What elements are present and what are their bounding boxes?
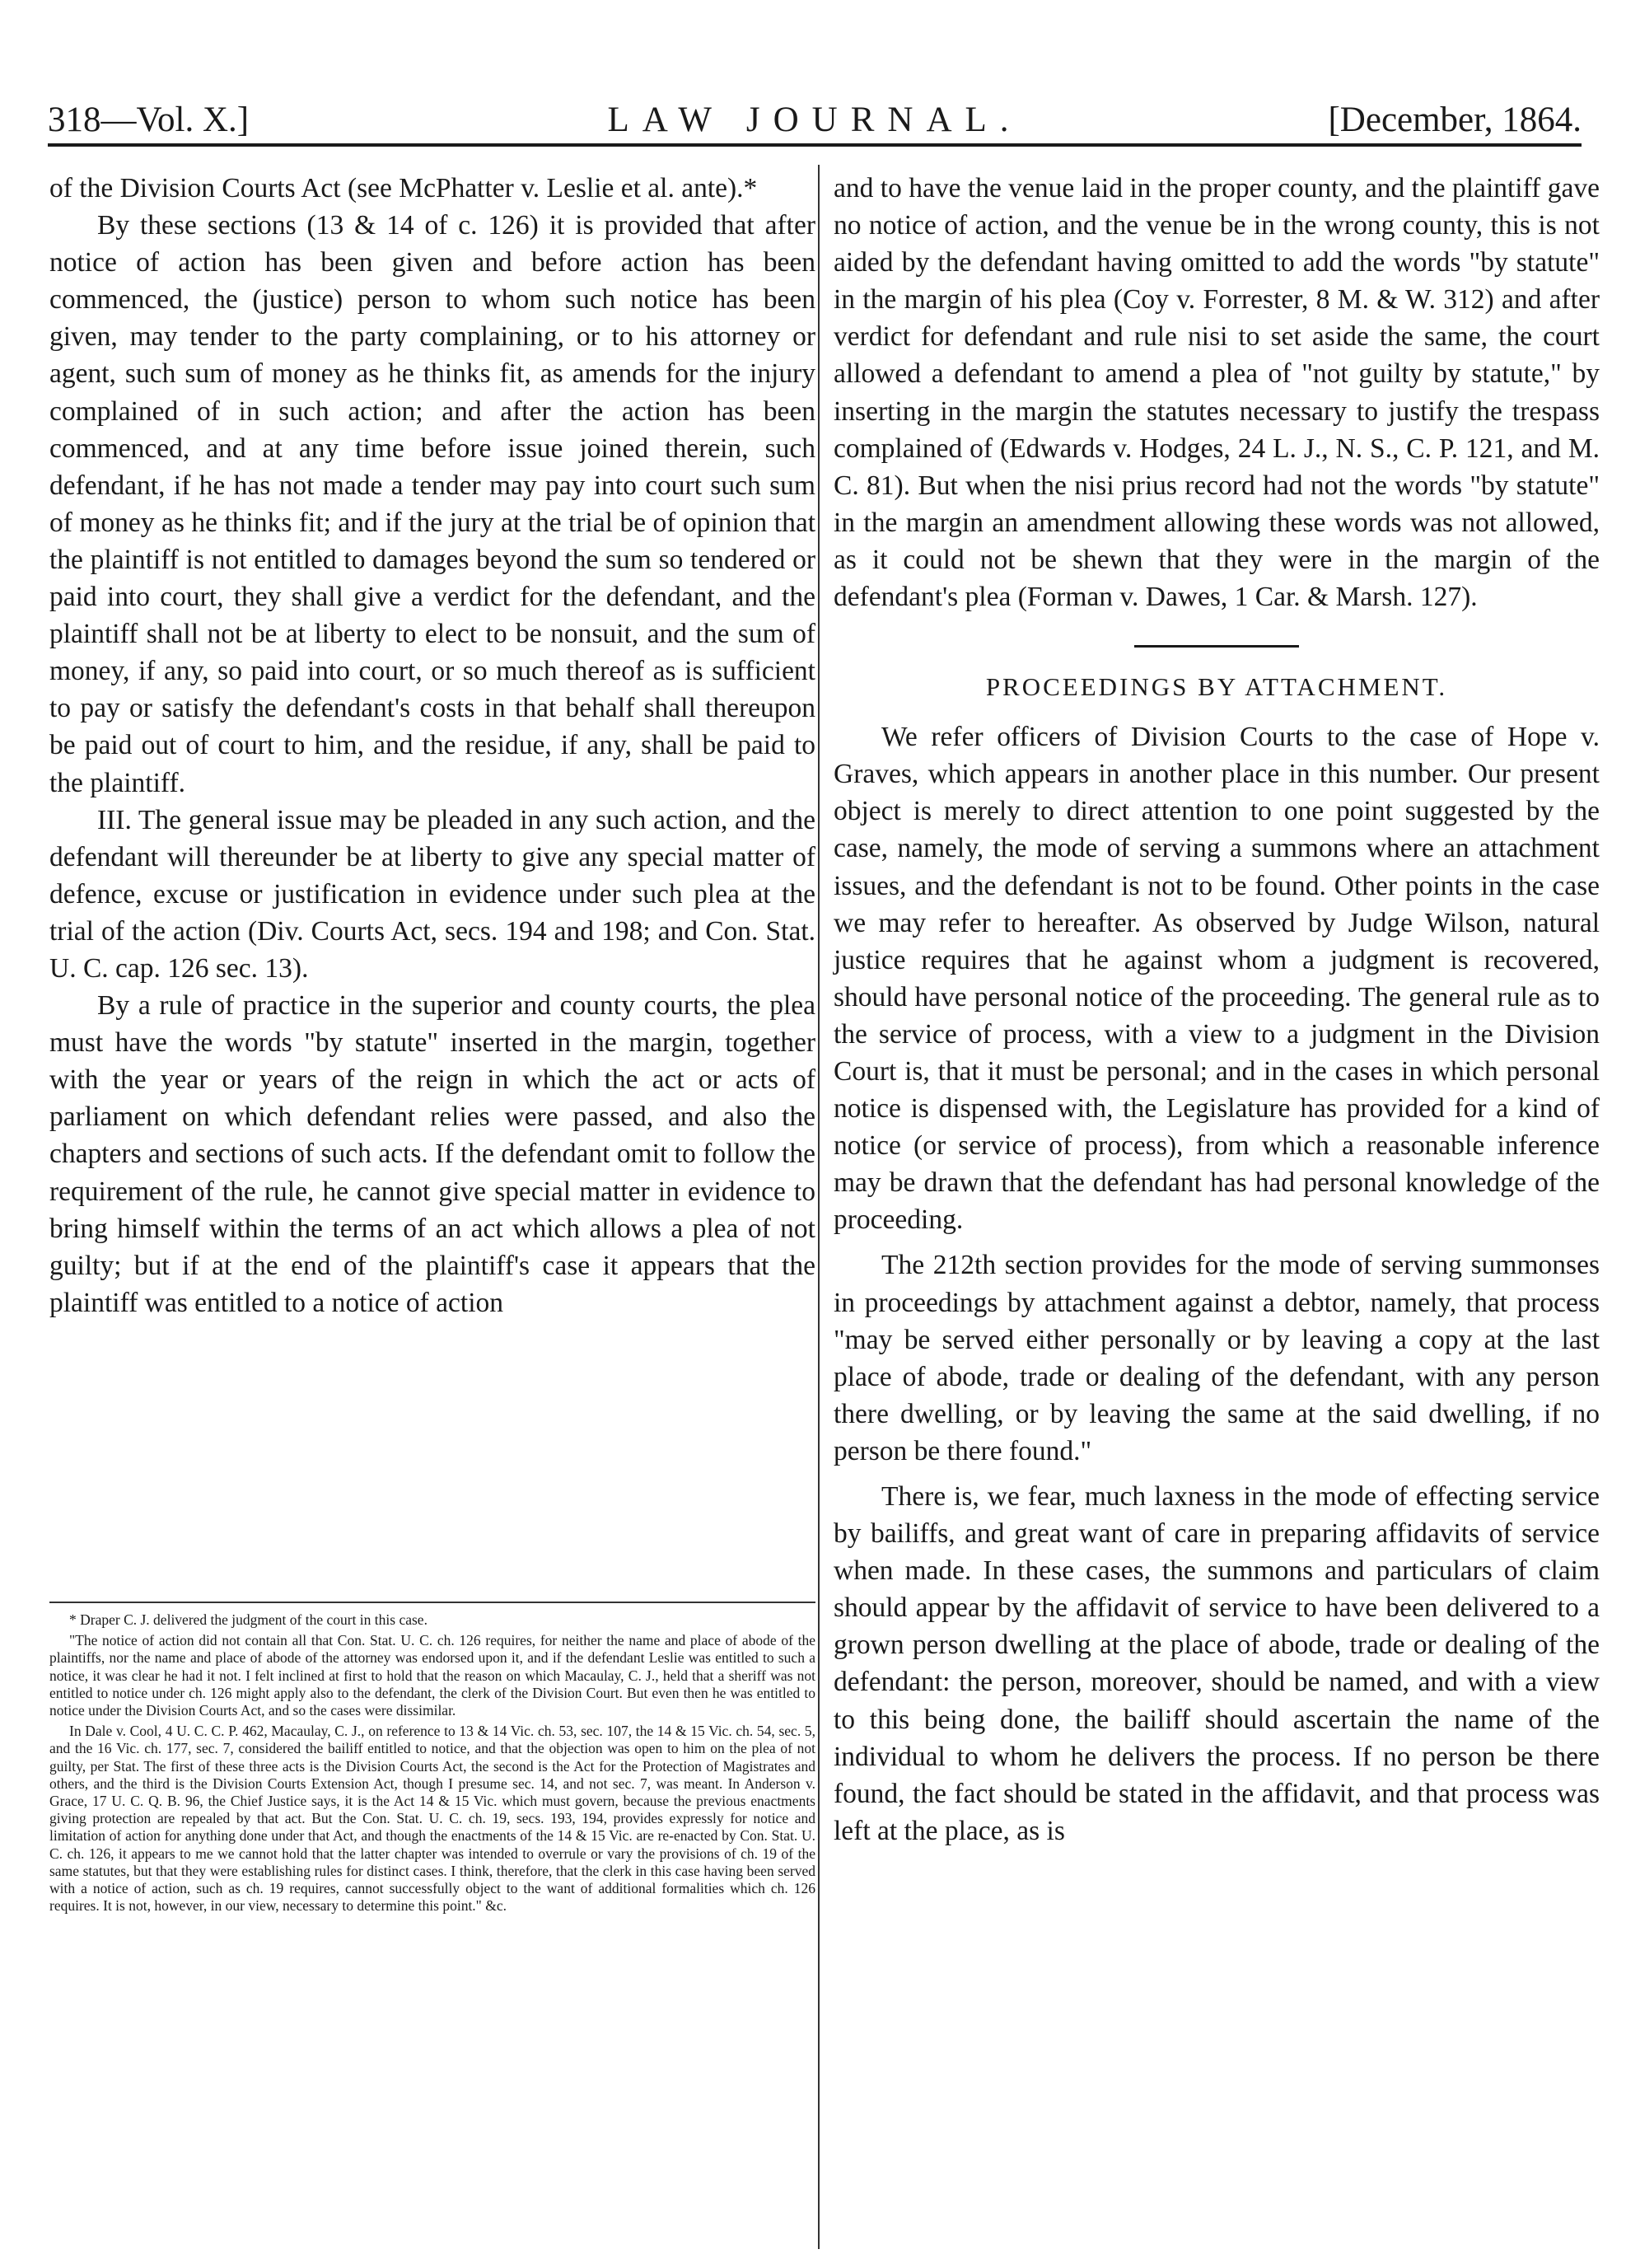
footnote: * Draper C. J. delivered the judgment of the court in this case.	[69, 1611, 428, 1628]
paragraph: There is, we fear, much laxness in the mode of effecting service by bailiffs, and great want of care in preparing affidavits of service when made. In these cases, the summons and particulars of claim should appear by the affidavit of service to have been delivered to a grown person dwelling at the place of abode, trade or dealing of the defendant: the person, moreover, should be named, and with a view to this being done, the bailiff should ascertain the name of the individual to whom he delivers the process. If no person be there found, the fact should be stated in the affidavit, and that process was left at the place, as is	[834, 1481, 1600, 1846]
footnote: In Dale v. Cool, 4 U. C. C. P. 462, Macaulay, C. J., on reference to 13 & 14 Vic. ch. 53, sec. 107, the 14 & 15 Vic. ch. 54, sec. 5, and the 16 Vic. ch. 177, sec. 7, considered the bailiff entitled to notice, and that the objection was open to him on the plea of not guilty, per Stat. The first of these three acts is the Division Courts Act, the second is the Act for the Protection of Magistrates and others, and the third is the Division Courts Extension Act, though I presume sec. 14, and not sec. 7, was meant. In Anderson v. Grace, 17 U. C. Q. B. 96, the Chief Justice says, it is the Act 14 & 15 Vic. which must govern, because the previous enactments giving protection are repealed by that act. But the Con. Stat. U. C. ch. 19, secs. 193, 194, provides expressly for notice and limitation of action for anything done under that Act, and though the enactments of the 14 & 15 Vic. are re-enacted by Con. Stat. U. C. ch. 126, it appears to me we cannot hold that the latter chapter was intended to overrule or vary the provisions of ch. 19 of the same statutes, but that they were establishing rules for distinct cases. I think, therefore, that the clerk in this case having been served with a notice of action, such as ch. 19 requires, cannot successfully object to the want of additional formalities which ch. 126 requires. It is not, however, in our view, necessary to determine this point." &c.	[49, 1723, 815, 1915]
running-header	[48, 97, 1582, 147]
page-volume: 318—Vol. X.]	[48, 101, 250, 139]
paragraph: and to have the venue laid in the proper county, and the plaintiff gave no notice of action, and the venue be in the wrong county, this is not aided by the defendant having omitted to add the words "by statute" in the margin of his plea (Coy v. Forrester, 8 M. & W. 312) and after verdict for defendant and rule nisi to set aside the same, the court allowed a defendant to amend a plea of "not guilty by statute," by inserting in the margin the statutes necessary to justify the trespass complained of (Edwards v. Hodges, 24 L. J., N. S., C. P. 121, and M. C. 81). But when the nisi prius record had not the words "by statute" in the margin an amendment allowing these words was not allowed, as it could not be shewn that they were in the margin of the defendant's plea (Forman v. Dawes, 1 Car. & Marsh. 127).	[834, 173, 1600, 613]
footnote: "The notice of action did not contain all that Con. Stat. U. C. ch. 126 requires, for neither the name and place of abode of the plaintiffs, nor the name and place of abode of the attorney was endorsed upon it, and if the defendant Leslie was entitled to such a notice, it was clear he had it not. I felt inclined at first to hold that the reason on which Macaulay, C. J., held that a sheriff was not entitled to notice under ch. 126 might apply also to the defendant, the clerk of the Division Court. But even then he was entitled to notice under the Division Courts Act, and so the cases were dissimilar.	[49, 1632, 815, 1719]
paragraph: of the Division Courts Act (see McPhatter v. Leslie et al. ante).*	[49, 173, 758, 203]
paragraph: The 212th section provides for the mode of serving summonses in proceedings by attachment against a debtor, namely, that process "may be served either personally or by leaving a copy at the last place of abode, trade or dealing of the defendant, with any person there dwelling, or by leaving the same at the said dwelling, if no person be there found."	[834, 1250, 1600, 1466]
paragraph: By a rule of practice in the superior and county courts, the plea must have the words "by statute" inserted in the margin, together with the year or years of the reign in which the act or acts of parliament on which defendant relies were passed, and also the chapters and sections of such acts. If the defendant omit to follow the requirement of the rule, he cannot give special matter in evidence to bring himself within the terms of an act which allows a plea of not guilty; but if at the end of the plaintiff's case it appears that the plaintiff was entitled to a notice of action	[49, 990, 815, 1318]
left-column	[49, 170, 815, 1321]
right-column	[834, 170, 1600, 1849]
paragraph: III. The general issue may be pleaded in any such action, and the defendant will thereunder be at liberty to give any special matter of defence, excuse or justification in evidence under such plea at the trial of the action (Div. Courts Act, secs. 194 and 198; and Con. Stat. U. C. cap. 126 sec. 13).	[49, 804, 815, 984]
paragraph: By these sections (13 & 14 of c. 126) it is provided that after notice of action has been given and before action has been commenced, the (justice) person to whom such notice has been given, may tender to the party complaining, or to his attorney or agent, such sum of money as he thinks fit, as amends for the injury complained of in such action; and after the action has been commenced, and at any time before issue joined therein, such defendant, if he has not made a tender may pay into court such sum of money as he thinks fit; and if the jury at the trial be of opinion that the plaintiff is not entitled to damages beyond the sum so tendered or paid into court, they shall give a verdict for the defendant, and the plaintiff shall not be at liberty to elect to be nonsuit, and the sum of money, if any, so paid into court, or so much thereof as is sufficient to pay or satisfy the defendant's costs in that behalf shall thereupon be paid out of court to him, and the residue, if any, shall be paid to the plaintiff.	[49, 210, 815, 798]
section-rule	[1134, 645, 1299, 648]
journal-title: LAW JOURNAL.	[607, 101, 1022, 139]
issue-date: [December, 1864.	[1328, 101, 1582, 139]
paragraph: We refer officers of Division Courts to the case of Hope v. Graves, which appears in another place in this number. Our present object is merely to direct attention to one point suggested by the case, namely, the mode of serving a summons where an attachment issues, and the defendant is not to be found. Other points in the case we may refer to hereafter. As observed by Judge Wilson, natural justice requires that he against whom a judgment is recovered, should have personal notice of the proceeding. The general rule as to the service of process, with a view to a judgment in the Division Court is, that it must be personal; and in the cases in which personal notice is dispensed with, the Legislature has provided for a kind of notice (or service of process), from which a reasonable inference may be drawn that the defendant has had personal knowledge of the proceeding.	[834, 722, 1600, 1236]
section-heading: PROCEEDINGS BY ATTACHMENT.	[985, 672, 1448, 702]
column-divider	[818, 165, 820, 2249]
footnotes	[49, 1602, 815, 1918]
